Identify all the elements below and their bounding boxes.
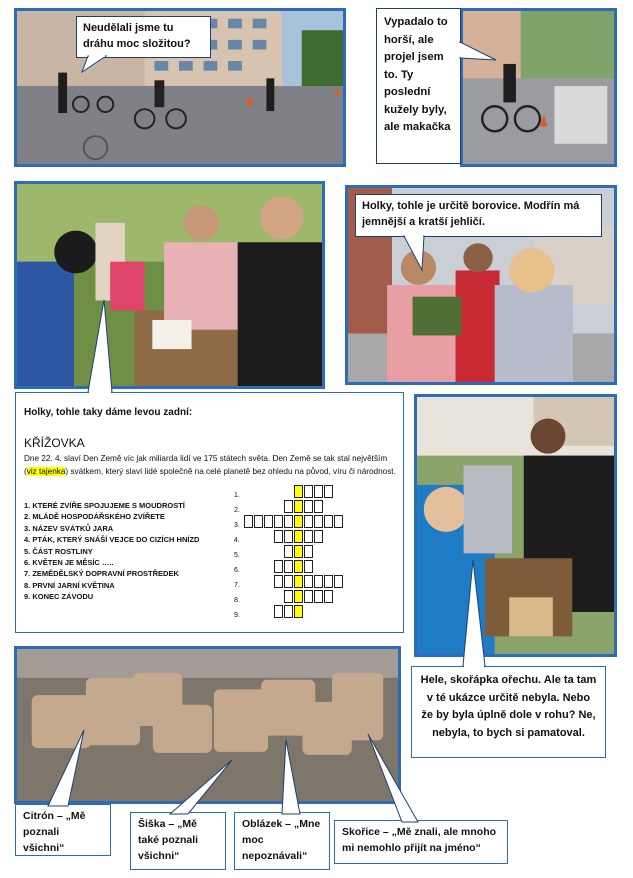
crossword-solution-cell (294, 485, 303, 498)
crossword-cell (314, 515, 323, 528)
crossword-cell (284, 500, 293, 513)
photo-kids-walnut (414, 394, 617, 657)
crossword-cell (304, 560, 313, 573)
crossword-cell (264, 515, 273, 528)
walnut-caption (411, 666, 606, 758)
crossword-cell (314, 485, 323, 498)
bag-caption-lemon (15, 804, 111, 856)
crossword-cell (284, 575, 293, 588)
crossword-cell (244, 515, 253, 528)
crossword-cell (304, 530, 313, 543)
speech-bubble-course (76, 16, 211, 58)
bag-caption-text: Šiška – „Mě také poznali všichni“ (138, 818, 199, 862)
clue-item: 7. ZEMĚDĚLSKÝ DOPRAVNÍ PROSTŘEDEK (24, 569, 179, 579)
row-number: 4. (234, 537, 240, 544)
clue-item: 4. PTÁK, KTERÝ SNÁŠÍ VEJCE DO CIZÍCH HNÍZD (24, 535, 200, 545)
crossword-text: Dne 22. 4. slaví Den Země víc jak miliarda lidí ve 175 státech světa. Den Země se tak stal největším (viz tajenka) svátkem, který slaví lidé společně na celé planetě bez ohledu na původ, víru či národnost. (24, 454, 396, 476)
bag-caption-text: Oblázek – „Mne moc nepoznávali“ (242, 818, 321, 862)
clue-item: 6. KVĚTEN JE MĚSÍC ….. (24, 557, 114, 567)
crossword-cell (334, 575, 343, 588)
crossword-cell (274, 515, 283, 528)
crossword-solution-cell (294, 605, 303, 618)
speech-text: Holky, tohle je určitě borovice. Modřín má jemnější a kratší jehličí. (362, 200, 580, 228)
row-number: 6. (234, 567, 240, 574)
crossword-cell (324, 590, 333, 603)
crossword-highlight: viz tajenka (26, 466, 66, 476)
clue-item: 3. NÁZEV SVÁTKŮ JARA (24, 523, 114, 533)
crossword-cell (284, 515, 293, 528)
crossword-cell (304, 545, 313, 558)
photo-paper-bags (14, 646, 401, 804)
crossword-cell (324, 485, 333, 498)
speech-bubble-rider (376, 8, 461, 164)
row-number: 8. (234, 597, 240, 604)
row-number: 9. (234, 612, 240, 619)
crossword-cell (304, 575, 313, 588)
crossword-cell (314, 500, 323, 513)
crossword-cell (284, 530, 293, 543)
crossword-cell (304, 485, 313, 498)
crossword-cell (284, 560, 293, 573)
crossword-cell (324, 515, 333, 528)
crossword-solution-cell (294, 590, 303, 603)
clue-item: 5. ČÁST ROSTLINY (24, 546, 93, 556)
crossword-cell (324, 575, 333, 588)
crossword-cell (274, 530, 283, 543)
crossword-row-numbers (234, 488, 240, 623)
crossword-solution-cell (294, 560, 303, 573)
speech-bubble-pine (355, 194, 602, 237)
crossword-cell (314, 530, 323, 543)
row-number: 7. (234, 582, 240, 589)
crossword-solution-cell (294, 545, 303, 558)
crossword-title: KŘÍŽOVKA (24, 436, 85, 450)
crossword-cell (304, 590, 313, 603)
bag-caption-text: Skořice – „Mě znali, ale mnoho mi nemohlo přijít na jméno“ (342, 826, 497, 854)
clue-item: 1. KTERÉ ZVÍŘE SPOJUJEME S MOUDROSTÍ (24, 501, 185, 510)
crossword-cell (284, 590, 293, 603)
photo-rider (460, 8, 617, 167)
photo-girls-table (14, 181, 325, 389)
crossword-clues (24, 500, 199, 603)
crossword-intro: Holky, tohle taky dáme levou zadní: (24, 407, 193, 418)
clue-item: 2. MLÁDĚ HOSPODÁŘSKÉHO ZVÍŘETE (24, 512, 165, 522)
row-number: 5. (234, 552, 240, 559)
crossword-cell (314, 590, 323, 603)
crossword-panel (15, 392, 404, 633)
crossword-solution-cell (294, 515, 303, 528)
bag-caption-cinnamon (334, 820, 508, 864)
crossword-cell (334, 515, 343, 528)
bag-caption-cone (130, 812, 226, 870)
row-number: 1. (234, 492, 240, 499)
crossword-cell (284, 545, 293, 558)
bag-caption-text: Citrón – „Mě poznali všichni“ (23, 810, 86, 854)
speech-text: Vypadalo to horší, ale projel jsem to. Ty poslední kužely byly, ale makačka (384, 16, 451, 133)
row-number: 2. (234, 507, 240, 514)
crossword-solution-cell (294, 500, 303, 513)
crossword-cell (284, 605, 293, 618)
crossword-cell (274, 605, 283, 618)
crossword-cell (274, 560, 283, 573)
clue-item: 9. KONEC ZÁVODU (24, 592, 94, 602)
crossword-solution-cell (294, 530, 303, 543)
row-number: 3. (234, 522, 240, 529)
crossword-solution-cell (294, 575, 303, 588)
crossword-cell (304, 515, 313, 528)
crossword-cell (304, 500, 313, 513)
crossword-cell (254, 515, 263, 528)
crossword-cell (314, 575, 323, 588)
clue-item: 8. PRVNÍ JARNÍ KVĚTINA (24, 580, 115, 590)
speech-text: Neudělali jsme tu dráhu moc složitou? (83, 22, 191, 50)
bag-caption-pebble (234, 812, 330, 870)
crossword-cell (274, 575, 283, 588)
walnut-caption-text: Hele, skořápka ořechu. Ale ta tam v té ukázce určitě nebyla. Nebo že by byla úplně dole v rohu? Ne, nebyla, to bych si pamatoval. (420, 674, 597, 739)
